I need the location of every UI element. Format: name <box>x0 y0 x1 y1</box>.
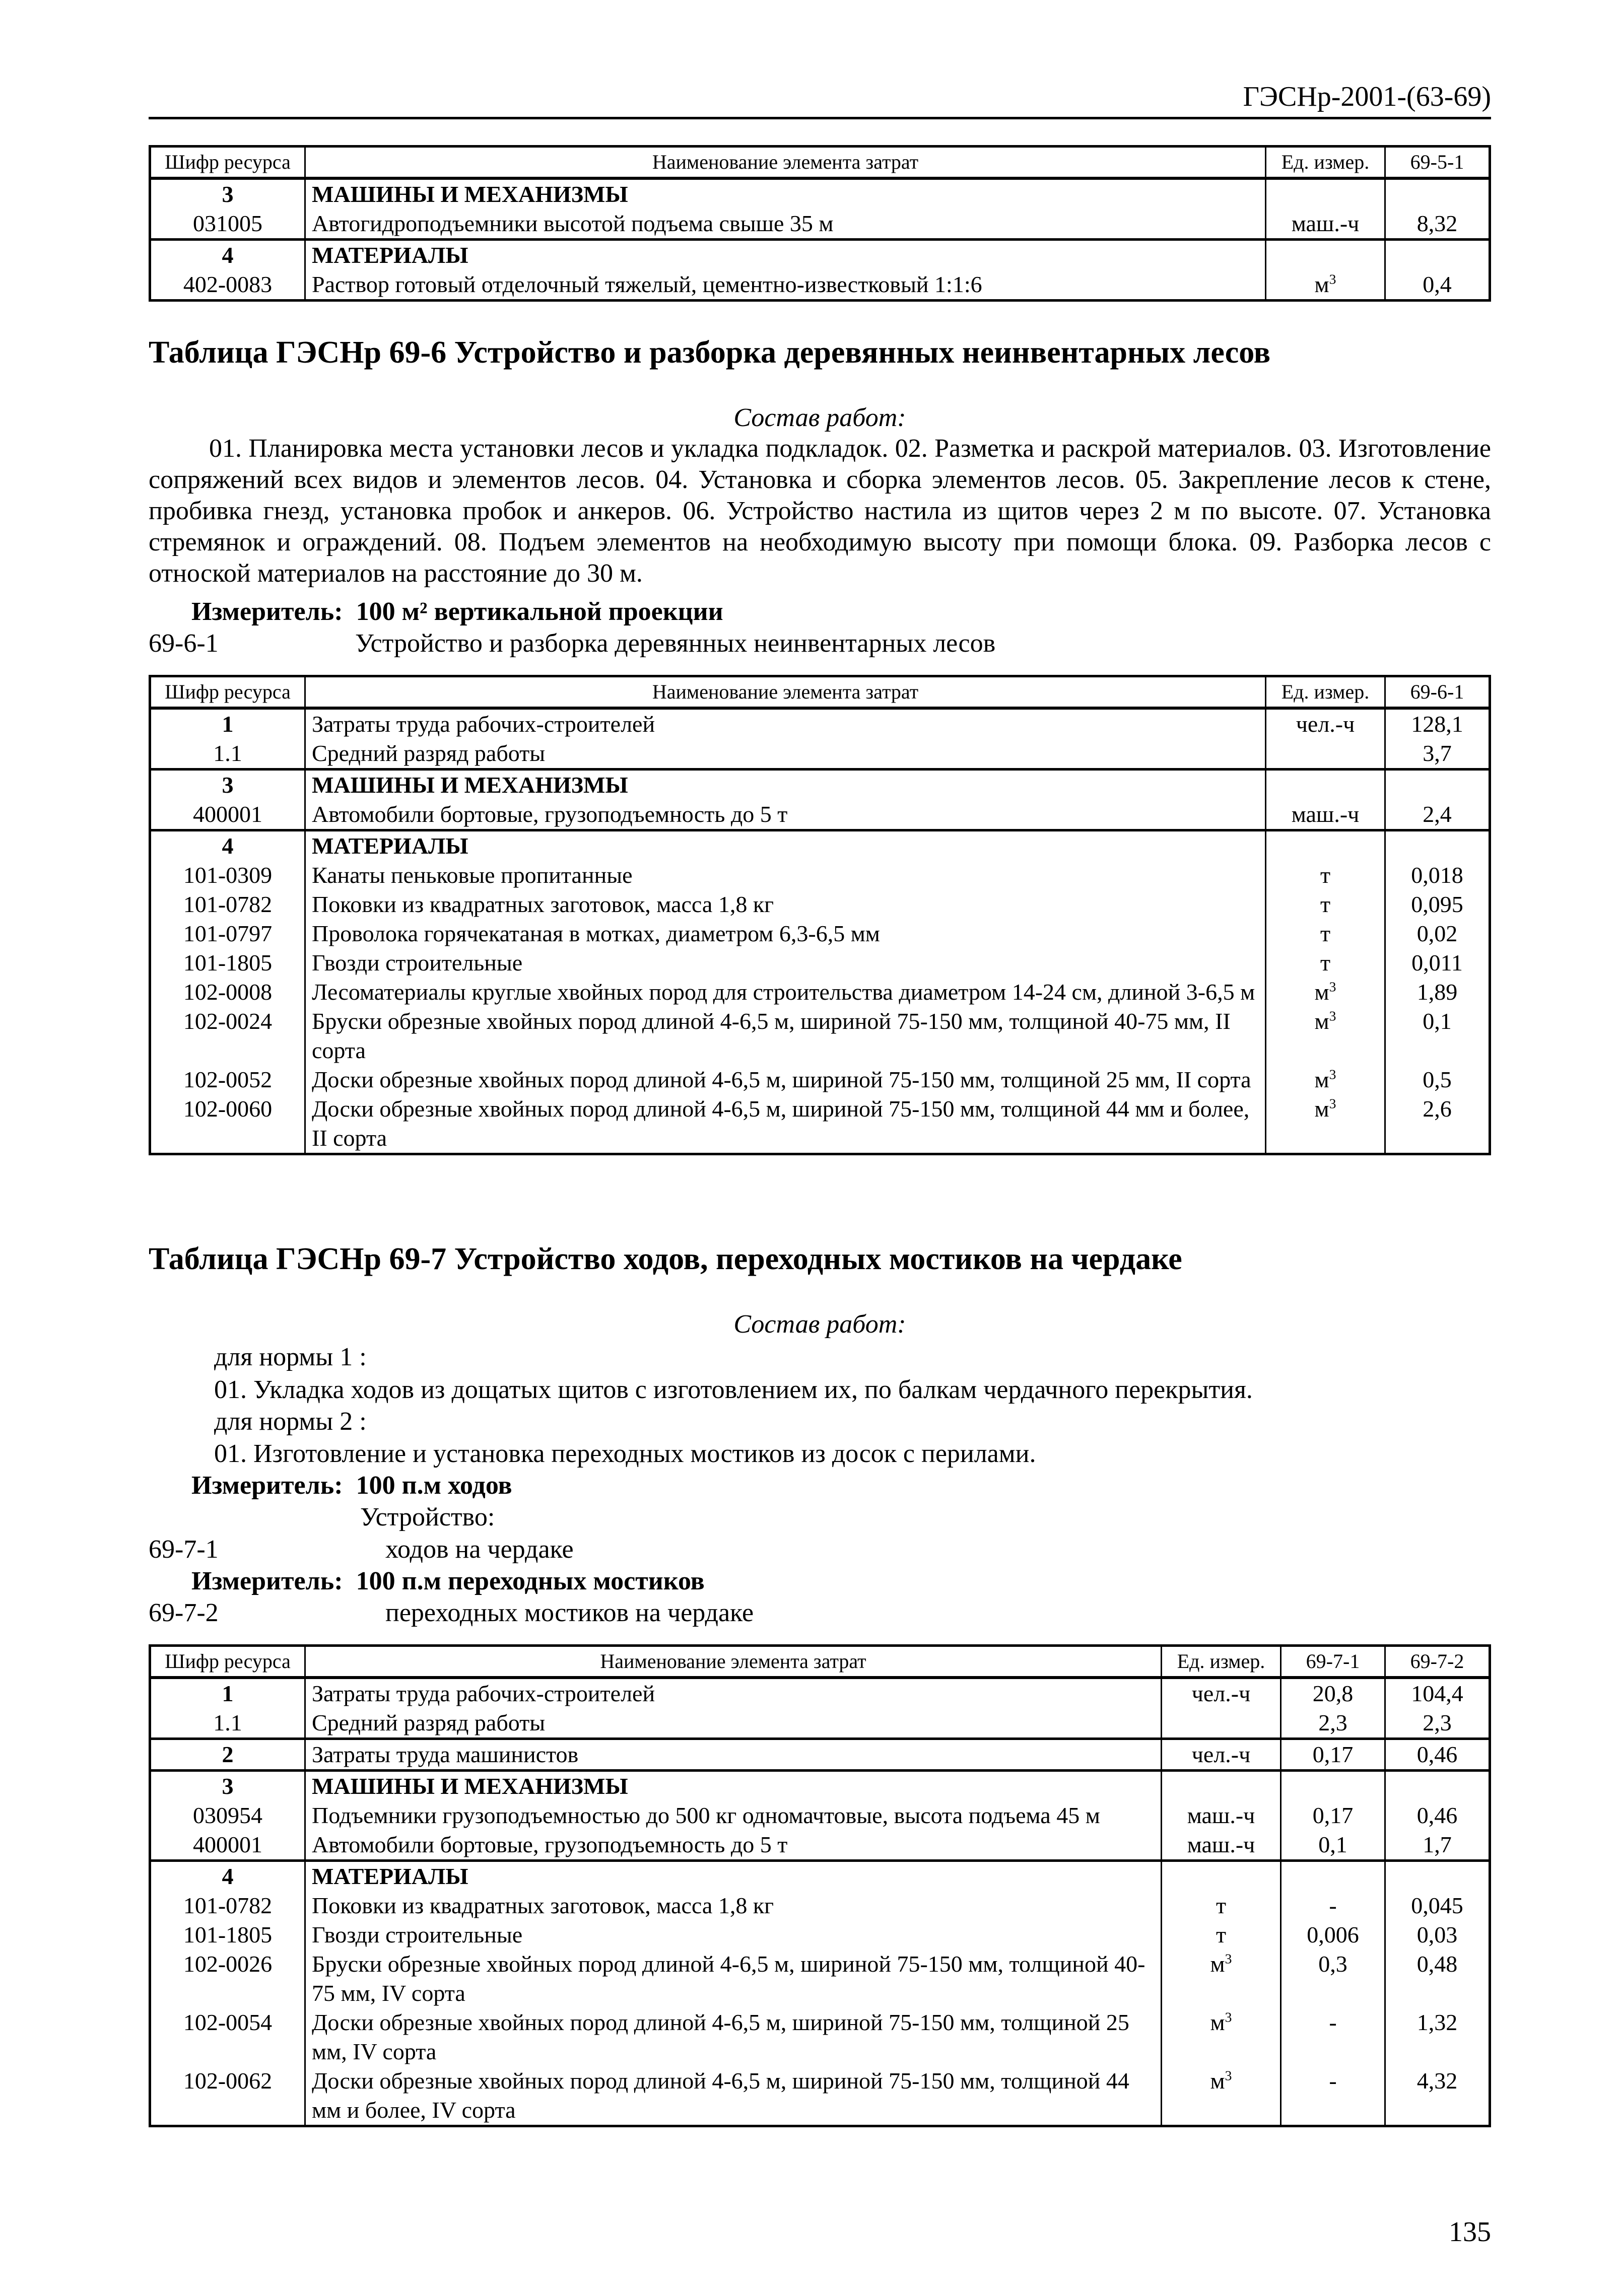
resource-code: 1 <box>150 1678 305 1708</box>
resource-code: 101-0782 <box>150 1891 305 1920</box>
unit: $м^3$ <box>1266 1065 1385 1094</box>
value-2: 0,03 <box>1385 1920 1490 1950</box>
value-1: 2,6 <box>1385 1094 1490 1154</box>
cost-element-name: МАТЕРИАЛЫ <box>305 240 1266 270</box>
meter-69-6 <box>191 597 723 627</box>
header-rule <box>149 117 1491 119</box>
value-1: 20,8 <box>1281 1678 1385 1708</box>
work-heading-69-6: Состав работ: <box>733 403 906 432</box>
value-2 <box>1385 1771 1490 1801</box>
section-row <box>150 770 1490 800</box>
value-2: 4,32 <box>1385 2066 1490 2126</box>
unit <box>1266 830 1385 861</box>
table-row <box>150 1007 1490 1065</box>
resource-code: 402-0083 <box>150 270 305 301</box>
meter-label: Измеритель: <box>191 597 343 626</box>
unit: чел.-ч <box>1162 1678 1281 1708</box>
table-69-7 <box>149 1644 1491 2127</box>
unit: чел.-ч <box>1266 708 1385 739</box>
value-1: 0,006 <box>1281 1920 1385 1950</box>
resource-code: 101-0782 <box>150 890 305 919</box>
table-row <box>150 978 1490 1007</box>
cost-element-name: Бруски обрезные хвойных пород длиной 4-6,5 м, шириной 75-150 мм, толщиной 40-75 мм, II сорта <box>305 1007 1266 1065</box>
value-2: 0,46 <box>1385 1801 1490 1830</box>
col-unit: Ед. измер. <box>1162 1646 1281 1678</box>
unit: т <box>1266 948 1385 978</box>
work-text: 01. Планировка места установки лесов и укладка подкладок. 02. Разметка и раскрой материалов. 03. Изготовление сопряжений всех видов и элементов лесов. 04. Установка и сборка элементов лесов. 05. Закрепление лесов к стене, пробивка гнезд, установка пробок и анкеров. 06. Устройство настила из щитов через 2 м по высоте. 07. Установка стремянок и ограждений. 08. Подъем элементов на необходимую высоту при помощи блока. 09. Разборка лесов с отноской материалов на расстояние до 30 м. <box>149 434 1491 588</box>
cost-element-name: Бруски обрезные хвойных пород длиной 4-6,5 м, шириной 75-150 мм, толщиной 40-75 мм, IV сорта <box>305 1950 1162 2008</box>
norm-code-69-7-1: 69-7-1 <box>149 1535 219 1564</box>
value-1: 0,5 <box>1385 1065 1490 1094</box>
col-name: Наименование элемента затрат <box>305 147 1266 179</box>
cost-element-name: Затраты труда рабочих-строителей <box>305 1678 1162 1708</box>
cost-element-name: Доски обрезные хвойных пород длиной 4-6,5 м, шириной 75-150 мм, толщиной 25 мм, II сорта <box>305 1065 1266 1094</box>
col-name: Наименование элемента затрат <box>305 1646 1162 1678</box>
unit: т <box>1266 861 1385 890</box>
resource-code: 102-0052 <box>150 1065 305 1094</box>
table-row <box>150 1801 1490 1830</box>
col-69-6-1: 69-6-1 <box>1385 676 1490 709</box>
value-1 <box>1385 830 1490 861</box>
unit <box>1266 739 1385 770</box>
resource-code: 400001 <box>150 1830 305 1861</box>
value-1: 0,1 <box>1385 1007 1490 1065</box>
value-1 <box>1281 1771 1385 1801</box>
table-row <box>150 1739 1490 1771</box>
unit: чел.-ч <box>1162 1739 1281 1771</box>
cost-element-name: Доски обрезные хвойных пород длиной 4-6,5 м, шириной 75-150 мм, толщиной 25 мм, IV сорта <box>305 2008 1162 2066</box>
col-code: Шифр ресурса <box>150 1646 305 1678</box>
unit: т <box>1162 1920 1281 1950</box>
resource-code: 3 <box>150 1771 305 1801</box>
resource-code: 101-1805 <box>150 1920 305 1950</box>
col-unit: Ед. измер. <box>1266 147 1385 179</box>
work-heading-69-7: Состав работ: <box>733 1310 906 1339</box>
value-2 <box>1385 1861 1490 1892</box>
norm2-text: 01. Изготовление и установка переходных мостиков из досок с перилами. <box>214 1439 1036 1468</box>
resource-code: 102-0060 <box>150 1094 305 1154</box>
resource-code: 031005 <box>150 209 305 240</box>
unit <box>1266 770 1385 800</box>
unit: $м^3$ <box>1162 1950 1281 2008</box>
table-row <box>150 1920 1490 1950</box>
cost-element-name: Гвозди строительные <box>305 1920 1162 1950</box>
value-2: 2,3 <box>1385 1708 1490 1739</box>
resource-code: 3 <box>150 770 305 800</box>
resource-code: 102-0026 <box>150 1950 305 2008</box>
cost-element-name: МАШИНЫ И МЕХАНИЗМЫ <box>305 1771 1162 1801</box>
resource-code: 101-1805 <box>150 948 305 978</box>
resource-code: 102-0024 <box>150 1007 305 1065</box>
cost-element-name: Средний разряд работы <box>305 1708 1162 1739</box>
unit: маш.-ч <box>1266 800 1385 830</box>
value-1: 2,3 <box>1281 1708 1385 1739</box>
norm-name-69-6-1: Устройство и разборка деревянных неинвентарных лесов <box>355 629 996 658</box>
unit <box>1266 240 1385 270</box>
table-row <box>150 890 1490 919</box>
section-row <box>150 178 1490 209</box>
running-head: ГЭСНр-2001-(63-69) <box>1243 81 1491 112</box>
value-2: 0,46 <box>1385 1739 1490 1771</box>
meter-value: 100 п.м ходов <box>356 1471 512 1500</box>
table-row <box>150 2008 1490 2066</box>
meter2-69-7 <box>191 1566 705 1596</box>
norm-code-69-7-2: 69-7-2 <box>149 1598 219 1627</box>
table-row <box>150 1830 1490 1861</box>
page-number: 135 <box>1449 2216 1491 2248</box>
value-1: - <box>1281 2008 1385 2066</box>
table-row <box>150 1065 1490 1094</box>
value-1: 0,4 <box>1385 270 1490 301</box>
unit <box>1162 1861 1281 1892</box>
table-row <box>150 708 1490 739</box>
cost-element-name: Автомобили бортовые, грузоподъемность до 5 т <box>305 800 1266 830</box>
meter-label: Измеритель: <box>191 1471 343 1500</box>
table-row <box>150 739 1490 770</box>
value-1 <box>1385 770 1490 800</box>
norm-name-69-7-1: ходов на чердаке <box>385 1535 574 1564</box>
value-1: 0,3 <box>1281 1950 1385 2008</box>
value-1 <box>1281 1861 1385 1892</box>
cost-element-name: Затраты труда рабочих-строителей <box>305 708 1266 739</box>
table-row <box>150 2066 1490 2126</box>
unit: $м^3$ <box>1266 1007 1385 1065</box>
meter1-69-7 <box>191 1471 512 1500</box>
value-1: 2,4 <box>1385 800 1490 830</box>
meter-label: Измеритель: <box>191 1567 343 1595</box>
cost-element-name: Канаты пеньковые пропитанные <box>305 861 1266 890</box>
table-row <box>150 1891 1490 1920</box>
unit: т <box>1266 919 1385 948</box>
unit: т <box>1266 890 1385 919</box>
value-1: 0,018 <box>1385 861 1490 890</box>
resource-code: 102-0054 <box>150 2008 305 2066</box>
resource-code: 101-0797 <box>150 919 305 948</box>
cost-element-name: МАТЕРИАЛЫ <box>305 830 1266 861</box>
col-code: Шифр ресурса <box>150 676 305 709</box>
value-2: 0,48 <box>1385 1950 1490 2008</box>
resource-code: 102-0062 <box>150 2066 305 2126</box>
unit <box>1162 1708 1281 1739</box>
value-1: 0,17 <box>1281 1739 1385 1771</box>
value-1: - <box>1281 2066 1385 2126</box>
col-code: Шифр ресурса <box>150 147 305 179</box>
resource-code: 2 <box>150 1739 305 1771</box>
table-row <box>150 1094 1490 1154</box>
table-row <box>150 209 1490 240</box>
col-69-7-1: 69-7-1 <box>1281 1646 1385 1678</box>
norm1-text: 01. Укладка ходов из дощатых щитов с изготовлением их, по балкам чердачного перекрытия. <box>214 1375 1253 1404</box>
table-69-6 <box>149 675 1491 1155</box>
resource-code: 102-0008 <box>150 978 305 1007</box>
value-1 <box>1385 178 1490 209</box>
unit <box>1162 1771 1281 1801</box>
unit: маш.-ч <box>1162 1830 1281 1861</box>
resource-code: 1.1 <box>150 739 305 770</box>
resource-code: 4 <box>150 1861 305 1892</box>
col-name: Наименование элемента затрат <box>305 676 1266 709</box>
unit: $м^3$ <box>1266 978 1385 1007</box>
resource-code: 1.1 <box>150 1708 305 1739</box>
norm1-label: для нормы 1 : <box>214 1343 367 1371</box>
value-2: 1,32 <box>1385 2008 1490 2066</box>
cost-element-name: Затраты труда машинистов <box>305 1739 1162 1771</box>
table-row <box>150 270 1490 301</box>
table-row <box>150 861 1490 890</box>
value-1: 0,011 <box>1385 948 1490 978</box>
value-1: 0,02 <box>1385 919 1490 948</box>
cost-element-name: Раствор готовый отделочный тяжелый, цементно-известковый 1:1:6 <box>305 270 1266 301</box>
col-69-7-2: 69-7-2 <box>1385 1646 1490 1678</box>
unit: $м^3$ <box>1162 2008 1281 2066</box>
unit: $м^3$ <box>1266 270 1385 301</box>
value-1: 0,17 <box>1281 1801 1385 1830</box>
unit: маш.-ч <box>1162 1801 1281 1830</box>
resource-code: 101-0309 <box>150 861 305 890</box>
unit: маш.-ч <box>1266 209 1385 240</box>
value-1: 128,1 <box>1385 708 1490 739</box>
unit: $м^3$ <box>1266 1094 1385 1154</box>
table-row <box>150 919 1490 948</box>
value-1: 0,095 <box>1385 890 1490 919</box>
value-1: - <box>1281 1891 1385 1920</box>
cost-element-name: Поковки из квадратных заготовок, масса 1,8 кг <box>305 1891 1162 1920</box>
device-label: Устройство: <box>360 1503 495 1532</box>
value-1 <box>1385 240 1490 270</box>
meter-value: 100 п.м переходных мостиков <box>356 1567 705 1595</box>
resource-code: 1 <box>150 708 305 739</box>
section-row <box>150 1861 1490 1892</box>
value-1: 8,32 <box>1385 209 1490 240</box>
cost-element-name: МАТЕРИАЛЫ <box>305 1861 1162 1892</box>
section-row <box>150 830 1490 861</box>
unit <box>1266 178 1385 209</box>
section-title-69-6: Таблица ГЭСНр 69-6 Устройство и разборка деревянных неинвентарных лесов <box>149 335 1271 370</box>
resource-code: 3 <box>150 178 305 209</box>
value-1: 1,89 <box>1385 978 1490 1007</box>
resource-code: 4 <box>150 240 305 270</box>
cost-element-name: Средний разряд работы <box>305 739 1266 770</box>
meter-value: 100 м² вертикальной проекции <box>356 597 723 626</box>
table-row <box>150 948 1490 978</box>
cost-element-name: Автогидроподъемники высотой подъема свыше 35 м <box>305 209 1266 240</box>
table-row <box>150 800 1490 830</box>
value-1: 3,7 <box>1385 739 1490 770</box>
section-row <box>150 1771 1490 1801</box>
norm2-label: для нормы 2 : <box>214 1407 367 1436</box>
resource-code: 030954 <box>150 1801 305 1830</box>
cost-element-name: Лесоматериалы круглые хвойных пород для строительства диаметром 14-24 см, длиной 3-6,5 м <box>305 978 1266 1007</box>
resource-code: 400001 <box>150 800 305 830</box>
value-2: 104,4 <box>1385 1678 1490 1708</box>
norm-code-69-6-1: 69-6-1 <box>149 629 219 658</box>
cost-element-name: Автомобили бортовые, грузоподъемность до 5 т <box>305 1830 1162 1861</box>
unit: $м^3$ <box>1162 2066 1281 2126</box>
table-row <box>150 1950 1490 2008</box>
table-69-5 <box>149 145 1491 302</box>
cost-element-name: Гвозди строительные <box>305 948 1266 978</box>
unit: т <box>1162 1891 1281 1920</box>
value-2: 1,7 <box>1385 1830 1490 1861</box>
section-row <box>150 240 1490 270</box>
cost-element-name: Поковки из квадратных заготовок, масса 1,8 кг <box>305 890 1266 919</box>
col-69-5-1: 69-5-1 <box>1385 147 1490 179</box>
norm-name-69-7-2: переходных мостиков на чердаке <box>385 1598 754 1627</box>
section-title-69-7: Таблица ГЭСНр 69-7 Устройство ходов, переходных мостиков на чердаке <box>149 1242 1182 1276</box>
work-text-69-6 <box>149 433 1491 589</box>
table-row <box>150 1678 1490 1708</box>
table-row <box>150 1708 1490 1739</box>
cost-element-name: Доски обрезные хвойных пород длиной 4-6,5 м, шириной 75-150 мм, толщиной 44 мм и более, IV сорта <box>305 2066 1162 2126</box>
cost-element-name: Подъемники грузоподъемностью до 500 кг одномачтовые, высота подъема 45 м <box>305 1801 1162 1830</box>
value-2: 0,045 <box>1385 1891 1490 1920</box>
cost-element-name: МАШИНЫ И МЕХАНИЗМЫ <box>305 770 1266 800</box>
resource-code: 4 <box>150 830 305 861</box>
col-unit: Ед. измер. <box>1266 676 1385 709</box>
value-1: 0,1 <box>1281 1830 1385 1861</box>
cost-element-name: МАШИНЫ И МЕХАНИЗМЫ <box>305 178 1266 209</box>
cost-element-name: Проволока горячекатаная в мотках, диаметром 6,3-6,5 мм <box>305 919 1266 948</box>
cost-element-name: Доски обрезные хвойных пород длиной 4-6,5 м, шириной 75-150 мм, толщиной 44 мм и более, II сорта <box>305 1094 1266 1154</box>
